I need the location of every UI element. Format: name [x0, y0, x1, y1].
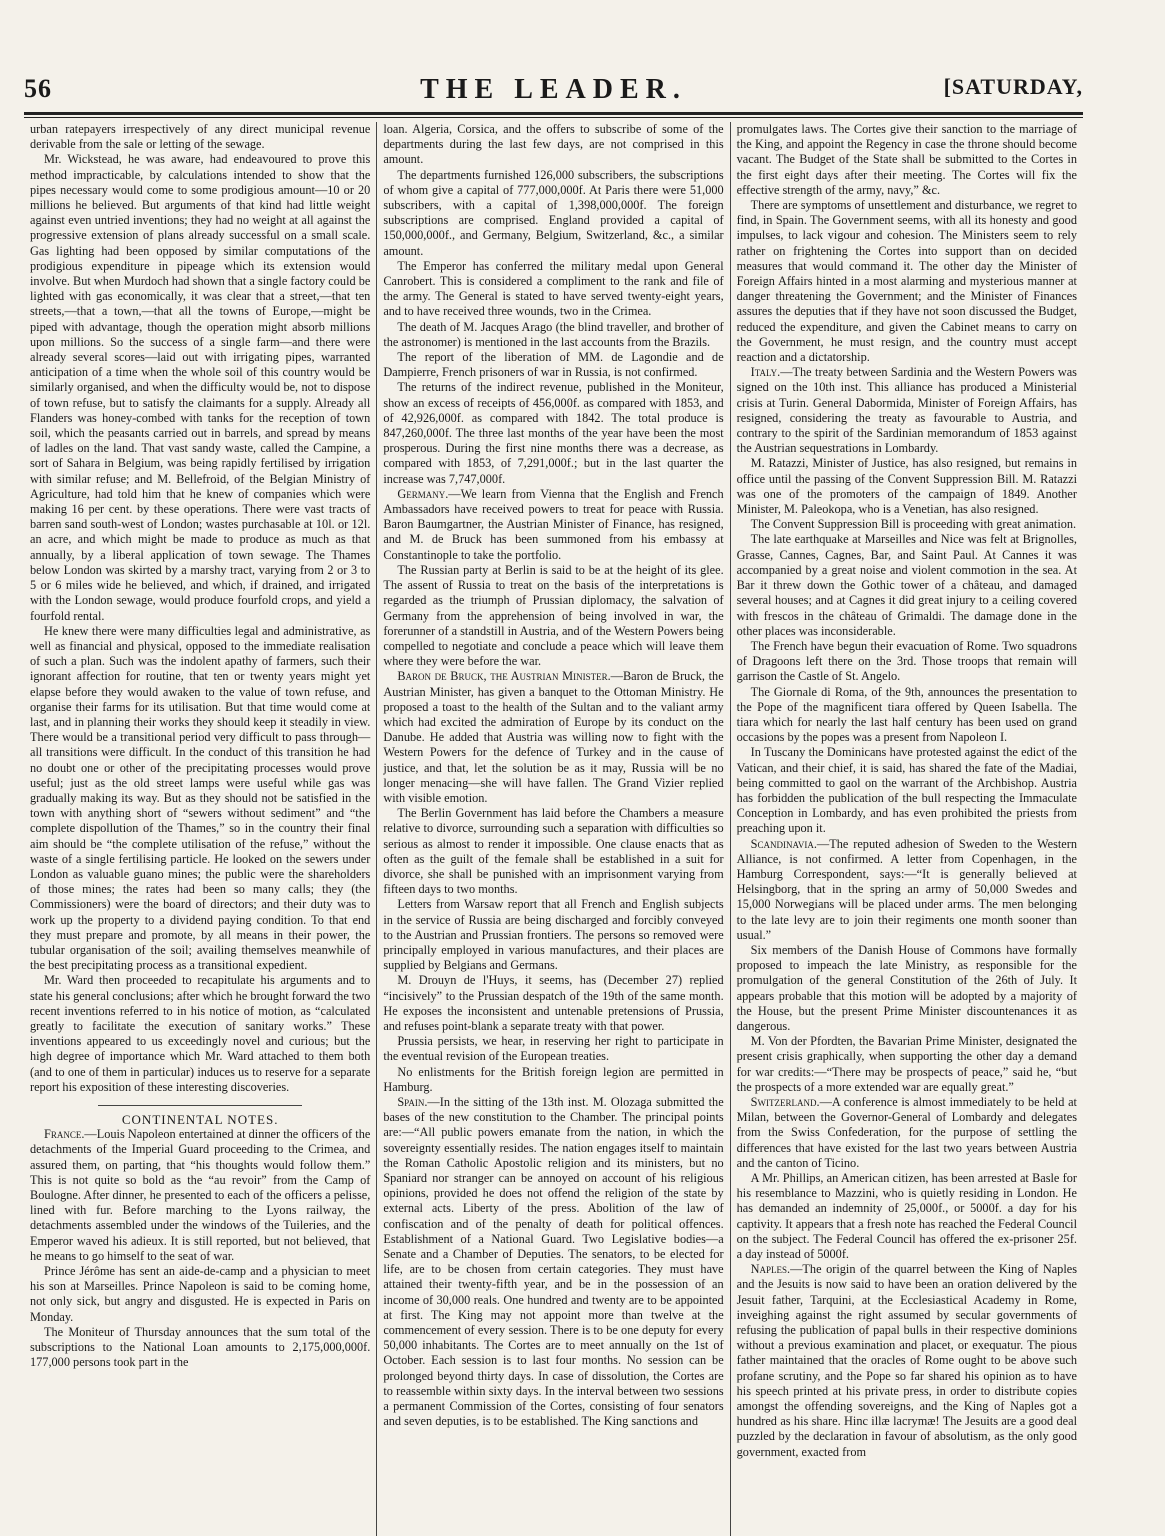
paragraph: Six members of the Danish House of Commons have formally proposed to impeach the late Ministry, as responsible for the promulgation of the general Constitution of the 26th of July. It appears probable that this motion will be adopted by a majority of the House, but the present Prime Minister discountenances it as dangerous.	[736, 942, 1077, 1033]
paragraph	[737, 837, 1077, 943]
paragraph	[737, 1095, 1077, 1171]
paragraph-body: —We learn from Vienna that the English and French Ambassadors have received powers to treat for peace with Russia. Baron Baumgartner, the Austrian Minister of Finance, has resigned, and M. de Bruck has been summoned from his embassy at Constantinople to take the portfolio.	[383, 486, 724, 562]
paragraph: M. Ratazzi, Minister of Justice, has also resigned, but remains in office until the passing of the Convent Suppression Bill. M. Ratazzi was one of the promoters of the campaign of 1849. Another Minister, M. Paleokopa, who is a Venetian, has also resigned.	[736, 456, 1077, 517]
paragraph: A Mr. Phillips, an American citizen, has been arrested at Basle for his resemblance to Mazzini, who is quietly residing in London. He has demanded an indemnity of 25,000f., or 5000f. a day for his captivity. It appears that a fresh note has reached the Federal Council on the subject. The Federal Council has offered the ex-prisoner 25f. a day instead of 5000f.	[736, 1171, 1077, 1262]
lead-in: Naples.	[750, 1262, 791, 1277]
lead-in: Baron de Bruck, the Austrian Minister.	[397, 669, 611, 684]
newspaper-title: THE LEADER.	[420, 74, 687, 105]
lead-in: France.	[44, 1127, 85, 1142]
paragraph	[737, 365, 1077, 456]
paragraph: Mr. Ward then proceeded to recapitulate his arguments and to state his general conclusions; after which he brought forward the two recent inventions referred to in his notice of motion, as “calculated greatly to facilitate the execution of sanitary works.” These inventions appeared to us exceedingly novel and curious; but the high degree of importance which Mr. Ward attached to them both (and to one of them in particular) induces us to reserve for a separate report his exposition of these interesting discoveries.	[30, 973, 371, 1094]
lead-in: Germany.	[397, 486, 449, 501]
masthead	[24, 74, 1083, 110]
paragraph: There are symptoms of unsettlement and disturbance, we regret to find, in Spain. The Government seems, with all its honesty and good impulses, to lack vigour and cohesion. The Ministers seem to rely rather on frightening the Cortes into support than on decided measures that would command it. The other day the Minister of Foreign Affairs hinted in a most alarming and mysterious manner at danger threatening the Government; and the Minister of Finances assures the deputies that if they have not soon discussed the Budget, reduced the expenditure, and given the Cabinet means to carry on the Government, he must resign, and the country must accept reaction and a dictatorship.	[736, 198, 1077, 365]
column-1	[24, 122, 376, 1536]
lead-in: Scandinavia.	[750, 836, 817, 851]
paragraph-body: —A conference is almost immediately to be held at Milan, between the Governor-General of Lombardy and delegates from the Swiss Confederation, for the purpose of settling the differences that have existed for the last two years between Austria and the canton of Ticino.	[736, 1095, 1077, 1170]
paragraph: promulgates laws. The Cortes give their sanction to the marriage of the King, and appoint the Regency in case the throne should become vacant. The Budget of the State shall be submitted to the Cortes in the first eight days after their meeting. The Cortes will fix the effective strength of the army, navy,” &c.	[736, 122, 1077, 197]
column-2	[376, 122, 729, 1536]
paragraph: Prince Jérôme has sent an aide-de-camp and a physician to meet his son at Marseilles. Prince Napoleon is said to be coming home, not only sick, but angry and disgusted. He is expected in Paris on Monday.	[30, 1264, 371, 1324]
paragraph	[383, 1095, 723, 1429]
paragraph: M. Drouyn de l'Huys, it seems, has (December 27) replied “incisively” to the Prussian despatch of the 19th of the same month. He exposes the inconsistent and untenable pretensions of Prussia, and refuses point-blank a separate treaty with that power.	[383, 973, 724, 1033]
paragraph: urban ratepayers irrespectively of any direct municipal revenue derivable from the sale or letting of the sewage.	[30, 122, 371, 152]
paragraph-body: —The treaty between Sardinia and the Western Powers was signed on the 10th inst. This alliance has produced a Ministerial crisis at Turin. General Dabormida, Minister of Foreign Affairs, has resigned, considering the treaty as favourable to Austria, and contrary to the spirit of the Sardinian memorandum of 1853 against the Austrian sequestrations in Lombardy.	[736, 365, 1077, 456]
paragraph: The departments furnished 126,000 subscribers, the subscriptions of whom give a capital of 777,000,000f. At Paris there were 51,000 subscribers, with a capital of 1,398,000,000f. The foreign subscriptions are comprised. England provided a capital of 150,000,000f., and Germany, Belgium, Switzerland, &c., a similar amount.	[383, 167, 724, 258]
paragraph: The Giornale di Roma, of the 9th, announces the presentation to the Pope of the magnificent tiara offered by Queen Isabella. The tiara which for nearly the last half century has been used on grand occasions by the popes was a present from Napoleon I.	[736, 684, 1077, 745]
paragraph: The death of M. Jacques Arago (the blind traveller, and brother of the astronomer) is mentioned in the last accounts from the Brazils.	[383, 319, 724, 349]
paragraph: Mr. Wickstead, he was aware, had endeavoured to prove this method impracticable, by calculations intended to show that the pipes necessary would come to some prodigious amount—10 or 20 millions he believed. But arguments of that kind had little weight against even untried inventions; they had no weight at all against the progressive extension of plans already successful on a small scale. Gas lighting had been opposed by similar computations of the prodigious expenditure in pipeage which its extension would involve. But when Murdoch had shown that a single factory could be lighted with gas economically, it was clear that a street,—that ten streets,—that a town,—that all the towns of Europe,—might be piped with advantage, though the operation might absorb millions upon millions. So the success of a single farm—and there were already several scores—laid out with irrigating pipes, warranted anticipation of a time when the whole soil of this country would be similarly organised, and when the difficulty would be, not to dispose of town refuse, but to satisfy the claimants for a supply. Already all Flanders was honey-combed with tanks for the reception of town soil, which the peasants carried out in barrels, and spread by means of ladles on the land. That vast sandy waste, called the Campine, a sort of Sahara in Belgium, was being rapidly fertilised by irrigation with similar refuse; and M. Bellefroid, of the Belgian Ministry of Agriculture, had told him that he knew of companies which were making 16 per cent. by these operations. There were vast tracts of barren sand south-west of London; wastes purchasable at 10l. or 12l. an acre, and which might be made to produce as much as that annually, by a liberal application of town sewage. The Thames below London was skirted by a marshy tract, varying from 2 or 3 to 5 or 6 miles wide he believed, and which, if drained, and irrigated with the London sewage, would produce fourfold crops, and yield a fourfold rental.	[30, 152, 371, 623]
paragraph: The Convent Suppression Bill is proceeding with great animation.	[750, 517, 1077, 532]
section-heading: CONTINENTAL NOTES.	[121, 1112, 279, 1127]
masthead-rule-thin	[24, 117, 1083, 118]
lead-in: Switzerland.	[750, 1095, 820, 1109]
column-3	[730, 122, 1083, 1536]
paragraph	[30, 1127, 370, 1264]
section-divider	[98, 1105, 302, 1106]
paragraph: The Berlin Government has laid before the Chambers a measure relative to divorce, surrounding such a separation with difficulties so serious as almost to render it impossible. One clause enacts that as often as the guilt of the female shall be established in a suit for divorce, she shall be punished with an imprisonment varying from fifteen days to two months.	[383, 806, 724, 897]
paragraph: The late earthquake at Marseilles and Nice was felt at Brignolles, Grasse, Cannes, Cagnes, Bar, and Saint Paul. At Cannes it was accompanied by a great noise and violent commotion in the sea. At Bar it threw down the Gothic tower of a château, and damaged several houses; and at Cagnes it did great injury to a ceiling covered with frescos in the château of Grimaldi. The damage done in the other places was inconsiderable.	[736, 532, 1077, 638]
page-number: 56	[24, 74, 52, 103]
paragraph: The Emperor has conferred the military medal upon General Canrobert. This is considered a compliment to the rank and file of the army. The General is stated to have served twenty-eight years, and to have received three wounds, two in the Crimea.	[383, 258, 724, 319]
issue-day: [SATURDAY,	[943, 74, 1083, 99]
paragraph: Prussia persists, we hear, in reserving her right to participate in the eventual revision of the European treaties.	[383, 1034, 724, 1064]
paragraph: The French have begun their evacuation of Rome. Two squadrons of Dragoons left there on the 3rd. Those troops that remain will garrison the Castle of St. Angelo.	[736, 638, 1077, 684]
paragraph: The returns of the indirect revenue, published in the Moniteur, show an excess of receipts of 456,000f. as compared with 1853, and of 42,926,000f. as compared with 1842. The total produce is 847,260,000f. The three last months of the year have been the most prosperous. During the first nine months there was a decrease, as compared with 1853, of 7,291,000f.; but in the last quarter the increase was 7,747,000f.	[383, 380, 724, 486]
paragraph-body: —The reputed adhesion of Sweden to the Western Alliance, is not confirmed. A letter from Copenhagen, in the Hamburg Correspondent, says:—“It is generally believed at Helsingborg, that in the spring an army of 50,000 Swedes and 15,000 Norwegians will be placed under arms. The men belonging to the late levy are to join their regiments one month sooner than usual.”	[736, 836, 1077, 942]
paragraph: M. Von der Pfordten, the Bavarian Prime Minister, designated the present crisis graphically, when supporting the other day a demand for war credits:—“There may be prospects of peace,” said he, “but the prospects of a more extended war are equally great.”	[736, 1034, 1077, 1094]
paragraph: loan. Algeria, Corsica, and the offers to subscribe of some of the departments during the last few days, are not comprised in this amount.	[383, 122, 724, 167]
paragraph: Letters from Warsaw report that all French and English subjects in the service of Russia are being discharged and forcibly conveyed to the Austrian and Prussian frontiers. The persons so removed were principally employed in various manufactures, and their places are supplied by Belgians and Germans.	[383, 897, 724, 973]
paragraph	[383, 669, 723, 806]
paragraph: No enlistments for the British foreign legion are permitted in Hamburg.	[383, 1064, 724, 1094]
paragraph: The report of the liberation of MM. de Lagondie and de Dampierre, French prisoners of war in Russia, is not confirmed.	[383, 350, 724, 380]
paragraph-body: —In the sitting of the 13th inst. M. Olozaga submitted the bases of the new constitution to the Chamber. The principal points are:—“All public powers emanate from the nation, in which the sovereignty essentially resides. The nation engages itself to maintain the Roman Catholic Apostolic religion and its ministers, but no Spaniard nor stranger can be annoyed on account of his religious opinions, provided he does not offend the religion of the state by external acts. Liberty of the press. Abolition of the law of confiscation and of the penalty of death for political offences. Establishment of a National Guard. Two Legislative bodies—a Senate and a Chamber of Deputies. The senators, to be elected for life, are to be chosen from certain categories. They must have attained their twenty-fifth year, and be in the possession of an income of 30,000 reals. One hundred and twenty are to be appointed at first. The King may not appoint more than twelve at the commencement of every session. There is to be one deputy for every 50,000 inhabitants. The Cortes are to meet annually on the 1st of October. Each session is to last four months. No session can be prolonged beyond thirty days. In case of dissolution, the Cortes are to reassemble within sixty days. In the interval between two sessions a permanent Commission of the Cortes, consisting of four senators and seven deputies, is to be established. The King sanctions and	[383, 1095, 724, 1429]
paragraph: The Russian party at Berlin is said to be at the height of its glee. The assent of Russia to treat on the basis of the interpretations is regarded as the triumph of Prussian diplomacy, the salvation of Germany from the apprehension of being involved in war, the forerunner of a standstill in Austria, and of the Western Powers being compelled to negotiate and conclude a peace which will leave them where they were before the war.	[383, 562, 724, 669]
lead-in: Spain.	[397, 1095, 428, 1109]
paragraph: In Tuscany the Dominicans have protested against the edict of the Vatican, and their chief, it is said, has shared the fate of the Madiai, being committed to gaol on the warrant of the Archbishop. Austria has forbidden the publication of the bull respecting the Immaculate Conception in Lombardy, and has even prohibited the priests from preaching upon it.	[736, 745, 1077, 836]
masthead-rule-thick	[24, 112, 1083, 115]
paragraph	[383, 487, 723, 563]
paragraph: He knew there were many difficulties legal and administrative, as well as financial and physical, opposed to the immediate realisation of such a plan. Such was the indolent apathy of farmers, such their ignorant affection for routine, that ten or twenty years might yet elapse before they would awaken to the value of town refuse, and organise their farms for its utilisation. But that time would come at last, and in planning their works they should keep it steadily in view. There would be a transitional period very difficult to pass through—all transitions were difficult. In the conduct of this transition he had no doubt one or other of the precipitating processes would prove useful; just as the old street lamps were useful while gas was gradually making its way. But as they should not be satisfied in the town with anything short of “sewers without sediment” and “the complete dispollution of the Thames,” so in the country their final aim should be “the complete utilisation of the refuse,” without the waste of a single fertilising particle. He looked on the sewers under London as valuable guano mines; the public were the shareholders of those mines; the rates had been so many calls; they (the Commissioners) were the board of directors; and their duty was to work up the property to a dividend paying condition. To that end they must prepare and promote, by all means in their power, the tubular organisation of the soil; availing themselves meanwhile of the best precipitating process as a transitional expedient.	[30, 623, 371, 973]
paragraph-body: —Baron de Bruck, the Austrian Minister, has given a banquet to the Ottoman Ministry. He proposed a toast to the health of the Sultan and to the valiant army which had excited the admiration of Europe by its conduct on the Danube. He added that Austria was willing now to fight with the Western Powers for the defence of Turkey and in the cause of justice, and that, let the solution be as it may, Russia will be no longer menacing—she will have fallen. The Grand Vizier replied with visible emotion.	[383, 669, 724, 805]
lead-in: Italy.	[750, 365, 781, 380]
paragraph	[737, 1262, 1077, 1460]
paragraph-body: —The origin of the quarrel between the King of Naples and the Jesuits is now said to have been an oration delivered by the Jesuit father, Tarquini, at the Ecclesiastical Academy in Rome, inveighing against the right assumed by secular governments of refusing the publication of papal bulls in their respective dominions without a previous examination and placet, or exequatur. The pious father maintained that the oracles of Rome ought to be above such profane scrutiny, and the Pope so far shared his opinion as to have his speech printed at his private press, in order to distribute copies amongst the offending sovereigns, and the King of Naples got a hundred as his share. Hinc illæ lacrymæ! The Jesuits are a good deal puzzled by the declaration in favour of absolutism, as the only good government, exacted from	[736, 1262, 1077, 1459]
paragraph: The Moniteur of Thursday announces that the sum total of the subscriptions to the National Loan amounts to 2,175,000,000f. 177,000 persons took part in the	[30, 1324, 371, 1370]
article-columns	[24, 122, 1083, 1536]
paragraph-body: —Louis Napoleon entertained at dinner the officers of the detachments of the Imperial Guard proceeding to the Crimea, and assured them, on parting, that “his thoughts would follow them.” This is not quite so bold as the “au revoir” from the Camp of Boulogne. After dinner, he presented to each of the officers a pelisse, lined with fur. Before marching to the Lyons railway, the detachments assembled under the windows of the Tuileries, and the Emperor waved his adieux. It is still reported, but not believed, that he means to go himself to the seat of war.	[30, 1127, 371, 1263]
